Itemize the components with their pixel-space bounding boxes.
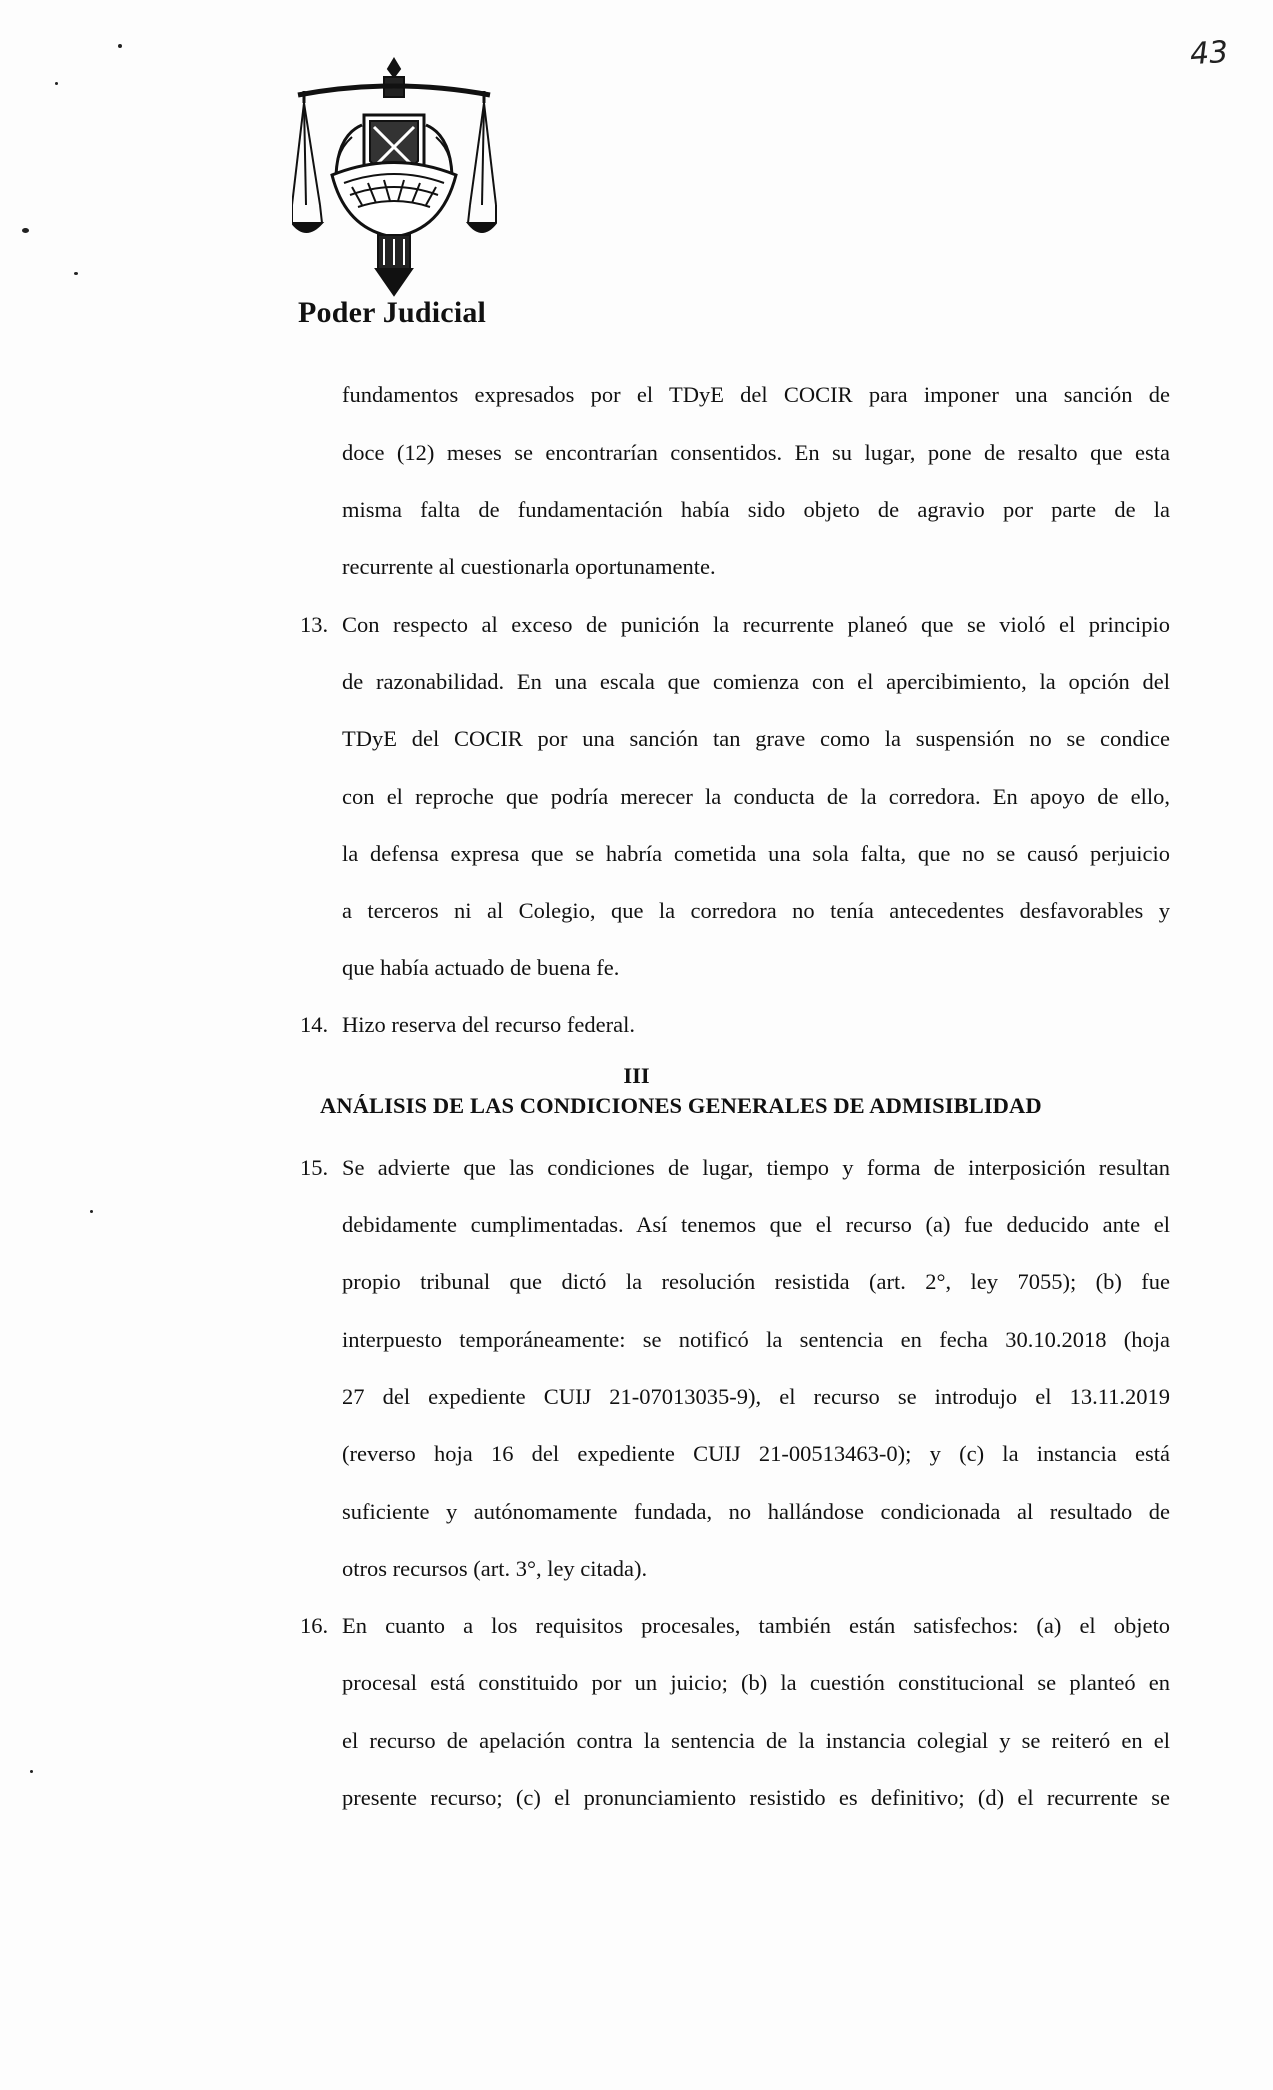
paragraph-line: a terceros ni al Colegio, que la corredora no tenía antecedentes desfavorables y <box>342 898 1170 923</box>
paragraph-line: TDyE del COCIR por una sanción tan grave como la suspensión no se condice <box>342 726 1170 751</box>
scan-speck <box>55 82 58 85</box>
paragraph-line: propio tribunal que dictó la resolución resistida (art. 2°, ley 7055); (b) fue <box>342 1269 1170 1294</box>
paragraph-line: misma falta de fundamentación había sido objeto de agravio por parte de la <box>342 497 1170 522</box>
paragraph-line: procesal está constituido por un juicio; (b) la cuestión constitucional se planteó en <box>342 1670 1170 1695</box>
scan-speck <box>30 1770 33 1773</box>
paragraph-line: presente recurso; (c) el pronunciamiento resistido es definitivo; (d) el recurrente se <box>342 1785 1170 1810</box>
paragraph-line: interpuesto temporáneamente: se notificó la sentencia en fecha 30.10.2018 (hoja <box>342 1327 1170 1352</box>
paragraph-line: Con respecto al exceso de punición la recurrente planeó que se violó el principio <box>342 612 1170 637</box>
paragraph-line: otros recursos (art. 3°, ley citada). <box>342 1556 648 1581</box>
paragraph-number: 16. <box>300 1613 329 1638</box>
paragraph-line: suficiente y autónomamente fundada, no hallándose condicionada al resultado de <box>342 1499 1170 1524</box>
section-number: III <box>623 1063 650 1088</box>
paragraph-line: con el reproche que podría merecer la conducta de la corredora. En apoyo de ello, <box>342 784 1170 809</box>
paragraph-line: de razonabilidad. En una escala que comienza con el apercibimiento, la opción del <box>342 669 1170 694</box>
paragraph-number: 15. <box>300 1155 329 1180</box>
folio-number: 43 <box>1188 34 1230 73</box>
judicial-emblem-icon <box>292 55 497 300</box>
paragraph-line: el recurso de apelación contra la sentencia de la instancia colegial y se reiteró en el <box>342 1728 1170 1753</box>
paragraph-line: debidamente cumplimentadas. Así tenemos que el recurso (a) fue deducido ante el <box>342 1212 1170 1237</box>
paragraph-line: que había actuado de buena fe. <box>342 955 620 980</box>
paragraph-line: recurrente al cuestionarla oportunamente. <box>342 554 716 579</box>
paragraph-line: doce (12) meses se encontrarían consentidos. En su lugar, pone de resalto que esta <box>342 440 1170 465</box>
scan-speck <box>118 44 122 48</box>
paragraph-number: 14. <box>300 1012 329 1037</box>
paragraph-line: fundamentos expresados por el TDyE del COCIR para imponer una sanción de <box>342 382 1170 407</box>
paragraph-line: Se advierte que las condiciones de lugar, tiempo y forma de interposición resultan <box>342 1155 1170 1180</box>
paragraph-line: Hizo reserva del recurso federal. <box>342 1012 635 1037</box>
paragraph-line: En cuanto a los requisitos procesales, también están satisfechos: (a) el objeto <box>342 1613 1170 1638</box>
paragraph-line: la defensa expresa que se habría cometida una sola falta, que no se causó perjuicio <box>342 841 1170 866</box>
paragraph-number: 13. <box>300 612 329 637</box>
paragraph-line: (reverso hoja 16 del expediente CUIJ 21-00513463-0); y (c) la instancia está <box>342 1441 1170 1466</box>
scan-speck <box>22 228 29 233</box>
institution-name: Poder Judicial <box>298 296 487 329</box>
scan-speck <box>74 272 78 275</box>
section-title: ANÁLISIS DE LAS CONDICIONES GENERALES DE ADMISIBLIDAD <box>320 1093 1042 1118</box>
paragraph-line: 27 del expediente CUIJ 21-07013035-9), el recurso se introdujo el 13.11.2019 <box>342 1384 1170 1409</box>
scan-speck <box>90 1210 93 1213</box>
